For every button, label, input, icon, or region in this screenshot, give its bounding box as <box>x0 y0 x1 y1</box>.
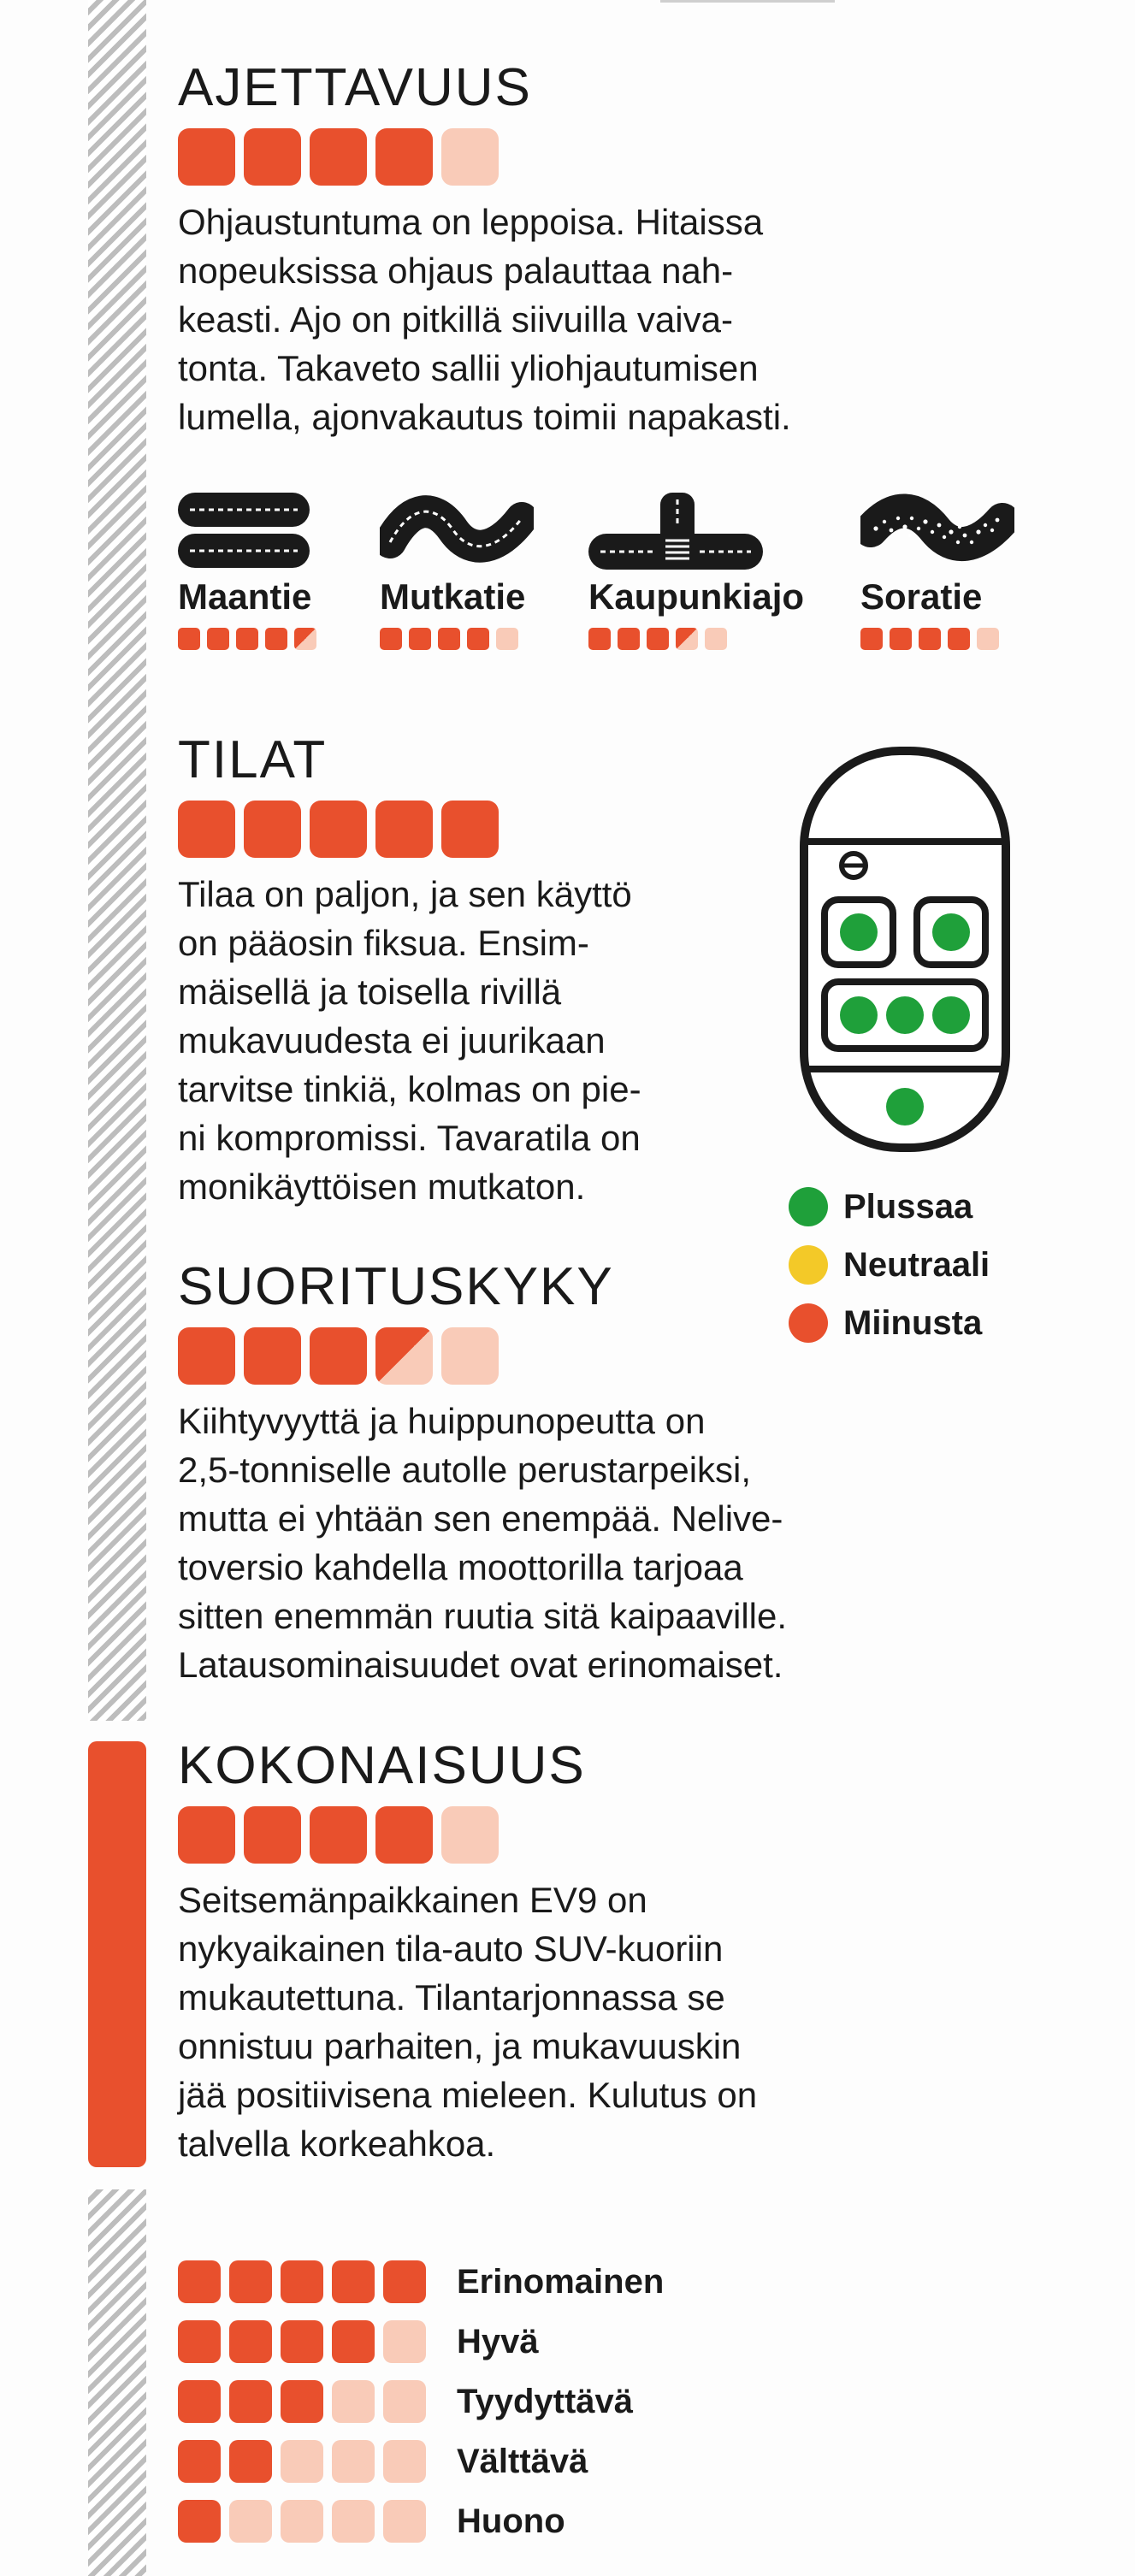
rating-square <box>281 2320 323 2363</box>
key-row <box>178 2260 664 2304</box>
rating-square <box>647 628 669 650</box>
rating-square <box>310 1806 367 1864</box>
seat-rating-dot <box>886 1088 924 1126</box>
rating-square <box>244 1806 301 1864</box>
key-rating <box>178 2260 426 2303</box>
rating-square <box>860 628 883 650</box>
rating-square <box>676 628 698 650</box>
road-rating <box>588 628 727 650</box>
key-row <box>178 2379 664 2424</box>
rating-square <box>178 128 235 186</box>
red-dot-icon <box>789 1303 828 1343</box>
rating-square <box>332 2380 375 2423</box>
seat-rating-dot <box>840 996 878 1034</box>
key-row <box>178 2499 664 2544</box>
seat-legend <box>789 1187 990 1362</box>
section-kokonaisuus <box>178 1736 758 2168</box>
rating-square <box>294 628 316 650</box>
section-title: KOKONAISUUS <box>178 1736 586 1795</box>
section-rating <box>178 801 641 858</box>
key-rating <box>178 2440 426 2483</box>
rating-square <box>178 2260 221 2303</box>
rating-square <box>441 1806 499 1864</box>
road-rating <box>860 628 999 650</box>
key-label: Huono <box>457 2502 565 2540</box>
rating-square <box>207 628 229 650</box>
seat-rating-dot <box>932 913 970 951</box>
key-label: Tyydyttävä <box>457 2382 634 2420</box>
section-title: AJETTAVUUS <box>178 58 532 117</box>
rating-square <box>281 2260 323 2303</box>
seat-rating-dot <box>932 996 970 1034</box>
section-text: Tilaa on paljon, ja sen käyttö on pääosin fiksua. Ensim- mäisellä ja toisella rivillä mukavuudesta ei juurikaan tarvitse tinkiä, kolmas on pie- ni kompromissi. Tavaratila on monikäyttöisen mutkaton. <box>178 874 641 1207</box>
rating-square <box>588 628 611 650</box>
seat-rating-dot <box>840 913 878 951</box>
rating-square <box>441 128 499 186</box>
rating-square <box>496 628 518 650</box>
road-rating <box>380 628 518 650</box>
road-rating <box>178 628 316 650</box>
rating-square <box>467 628 489 650</box>
road-label: Soratie <box>860 576 983 617</box>
rating-square <box>441 1327 499 1385</box>
section-tilat <box>178 730 641 1211</box>
top-divider <box>660 0 835 3</box>
rating-square <box>265 628 287 650</box>
road-soratie <box>860 493 1014 650</box>
key-row <box>178 2319 664 2364</box>
rating-square <box>383 2500 426 2543</box>
seat-rating-dot <box>886 996 924 1034</box>
key-label: Erinomainen <box>457 2262 665 2301</box>
rating-square <box>236 628 258 650</box>
section-ajettavuus <box>178 58 791 441</box>
key-row <box>178 2439 664 2484</box>
rating-square <box>229 2500 272 2543</box>
rating-square <box>618 628 640 650</box>
city-road-icon <box>588 493 763 570</box>
key-label: Hyvä <box>457 2322 539 2360</box>
rating-square <box>383 2260 426 2303</box>
legend-item <box>789 1245 990 1285</box>
rating-square <box>178 801 235 858</box>
rating-square <box>375 128 433 186</box>
key-label: Välttävä <box>457 2442 588 2480</box>
rating-square <box>244 1327 301 1385</box>
rating-square <box>332 2320 375 2363</box>
rating-square <box>375 1327 433 1385</box>
section-rating <box>178 1327 787 1385</box>
rating-square <box>229 2440 272 2483</box>
road-label: Maantie <box>178 576 312 617</box>
rating-square <box>178 2500 221 2543</box>
section-suorituskyky <box>178 1257 788 1689</box>
green-dot-icon <box>789 1187 828 1226</box>
section-title: SUORITUSKYKY <box>178 1257 614 1316</box>
gravel-road-icon <box>860 493 1014 570</box>
legend-label: Neutraali <box>843 1245 990 1284</box>
rating-square <box>178 2440 221 2483</box>
rating-square <box>229 2320 272 2363</box>
rating-square <box>178 1806 235 1864</box>
rating-square <box>375 1806 433 1864</box>
rating-square <box>380 628 402 650</box>
rating-square <box>332 2440 375 2483</box>
rating-square <box>383 2380 426 2423</box>
hatched-margin-bottom <box>88 2189 146 2576</box>
rating-square <box>441 801 499 858</box>
rating-square <box>310 128 367 186</box>
road-mutkatie <box>380 493 534 650</box>
hatched-margin-top <box>88 0 146 1721</box>
rating-square <box>310 801 367 858</box>
section-rating <box>178 1806 757 1864</box>
rating-square <box>919 628 941 650</box>
road-kaupunkiajo <box>588 493 804 650</box>
section-text: Ohjaustuntuma on leppoisa. Hitaissa nopeuksissa ohjaus palauttaa nah- keasti. Ajo on pitkillä siivuilla vaiva- tonta. Takaveto sallii yliohjautumisen lumella, ajonvakautus toimii napakasti. <box>178 202 791 437</box>
legend-item <box>789 1187 990 1226</box>
overall-highlight-bar <box>88 1741 146 2167</box>
section-title: TILAT <box>178 730 328 789</box>
winding-road-icon <box>380 493 534 570</box>
rating-key <box>178 2260 664 2559</box>
rating-square <box>383 2440 426 2483</box>
rating-square <box>229 2260 272 2303</box>
rating-square <box>890 628 912 650</box>
legend-item <box>789 1303 990 1343</box>
rating-square <box>281 2440 323 2483</box>
road-label: Kaupunkiajo <box>588 576 805 617</box>
road-label: Mutkatie <box>380 576 526 617</box>
rating-square <box>977 628 999 650</box>
rating-square <box>281 2380 323 2423</box>
rating-square <box>438 628 460 650</box>
rating-square <box>409 628 431 650</box>
rating-square <box>375 801 433 858</box>
rating-square <box>705 628 727 650</box>
yellow-dot-icon <box>789 1245 828 1285</box>
highway-icon <box>178 493 310 570</box>
rating-square <box>310 1327 367 1385</box>
road-maantie <box>178 493 316 650</box>
rating-square <box>244 128 301 186</box>
rating-square <box>332 2260 375 2303</box>
car-seat-diagram <box>799 746 1011 1153</box>
rating-square <box>244 801 301 858</box>
rating-square <box>178 1327 235 1385</box>
rating-square <box>178 2320 221 2363</box>
legend-label: Plussaa <box>843 1187 973 1226</box>
section-text: Kiihtyvyyttä ja huippunopeutta on 2,5-tonniselle autolle perustarpeiksi, mutta ei yhtään sen enempää. Nelive- toversio kahdella moottorilla tarjoaa sitten enemmän ruutia sitä kaipaaville. Latausominaisuudet ovat erinomaiset. <box>178 1401 788 1685</box>
rating-square <box>178 2380 221 2423</box>
key-rating <box>178 2500 426 2543</box>
section-rating <box>178 128 791 186</box>
key-rating <box>178 2320 426 2363</box>
rating-square <box>178 628 200 650</box>
legend-label: Miinusta <box>843 1303 983 1342</box>
rating-square <box>229 2380 272 2423</box>
rating-square <box>332 2500 375 2543</box>
rating-square <box>948 628 970 650</box>
section-text: Seitsemänpaikkainen EV9 on nykyaikainen tila-auto SUV-kuoriin mukautettuna. Tilantarjonnassa se onnistuu parhaiten, ja mukavuuskin jää positiivisena mieleen. Kulutus on talvella korkeahkoa. <box>178 1880 758 2164</box>
key-rating <box>178 2380 426 2423</box>
rating-square <box>281 2500 323 2543</box>
rating-square <box>383 2320 426 2363</box>
